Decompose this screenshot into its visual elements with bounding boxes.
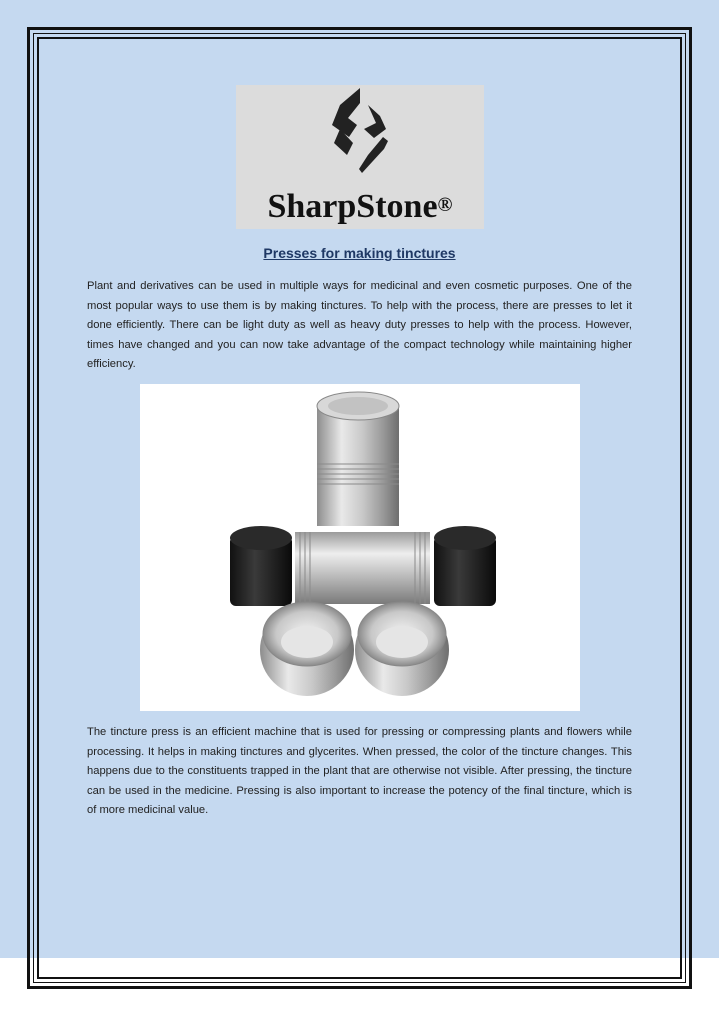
article-title: Presses for making tinctures — [263, 245, 456, 261]
logo-wordmark: SharpStone® — [267, 188, 453, 225]
tincture-press-parts-photo — [140, 384, 580, 711]
tincture-press-photo — [140, 384, 580, 711]
paragraph-press-description: The tincture press is an efficient machine that is used for pressing or compressing plants and flowers while processing. It helps in making tinctures and glycerites. When pressed, the color of the tincture changes. This happens due to the constituents trapped in the plant that are otherwise not visible. After pressing, the tincture can be used in the medicine. Pressing is also important to increase the potency of the final tincture, which is of more medicinal value. — [87, 726, 632, 817]
paragraph-intro: Plant and derivatives can be used in multiple ways for medicinal and even cosmetic purposes. One of the most popular ways to use them is by making tinctures. To help with the process, there are presses to let it done efficiently. There can be light duty as well as heavy duty presses to help with the process. However, times have changed and you can now take advantage of the compact technology while maintaining higher efficiency. — [87, 280, 632, 371]
sharpstone-logo — [236, 85, 484, 229]
